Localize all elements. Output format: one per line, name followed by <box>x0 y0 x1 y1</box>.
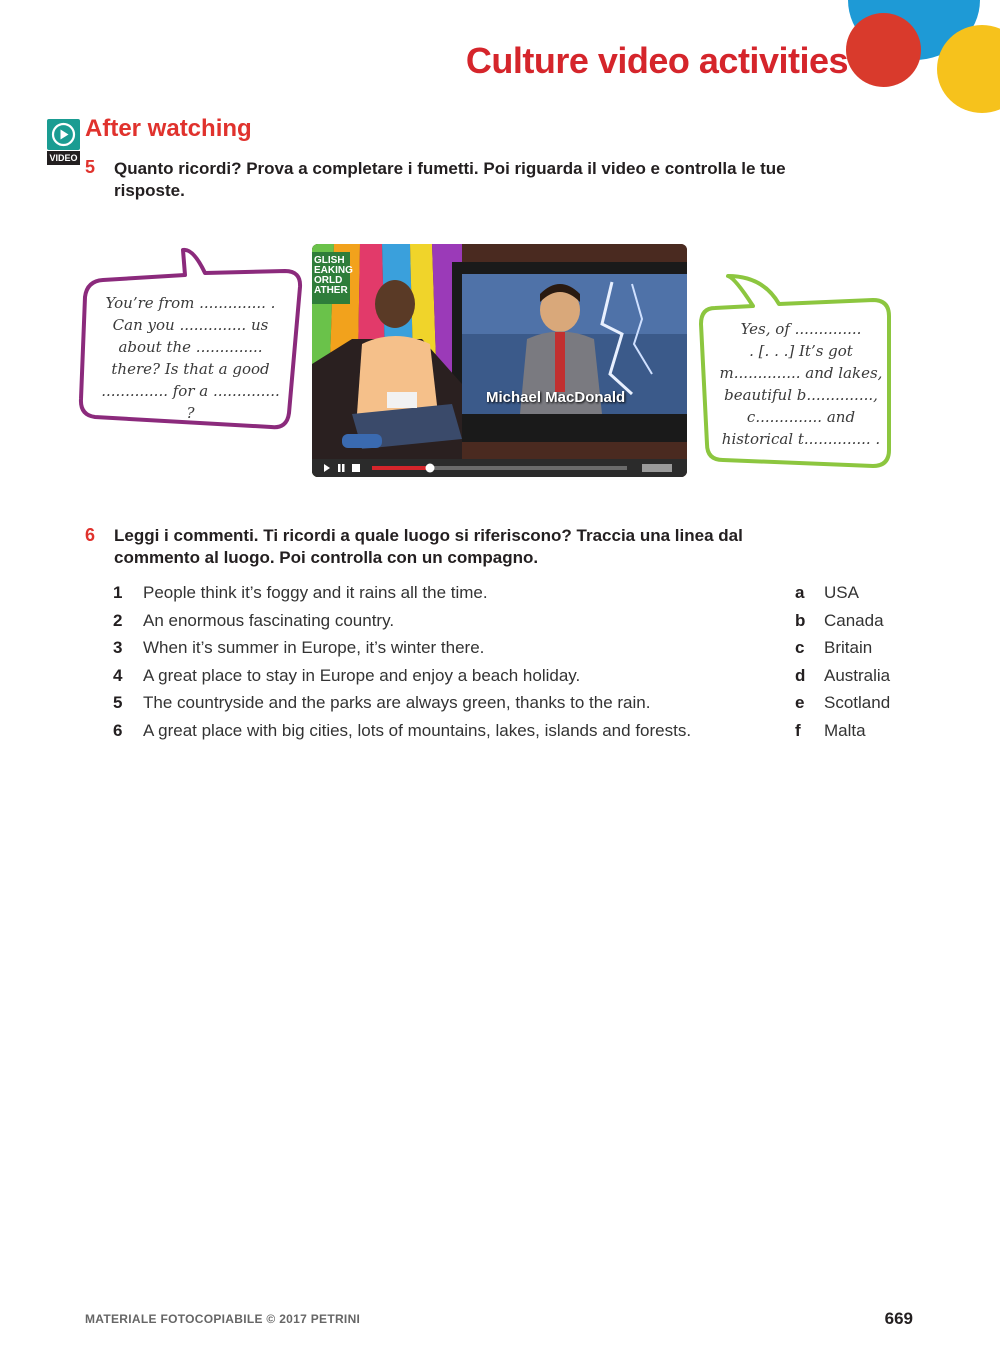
exercise-5-number: 5 <box>85 157 96 177</box>
page-title: Culture video activities <box>465 40 848 81</box>
video-caption: Michael MacDonald <box>486 389 626 406</box>
video-frame <box>312 244 687 477</box>
page-number: 669 <box>884 1309 913 1328</box>
exercise-6-number: 6 <box>85 525 96 545</box>
footer-copyright: MATERIALE FOTOCOPIABILE © 2017 PETRINI <box>85 1312 361 1326</box>
video-tag-label: VIDEO <box>47 151 80 165</box>
left-bubble-text: You’re from .............. . Can you .............. us about the .............. there? Is that a good .............. for a .............. ? <box>101 294 280 422</box>
red-circle-decoration <box>846 13 921 87</box>
right-bubble-text: Yes, of .............. . [. . .] It’s got m.............. and lakes, beautiful b.............., c.............. and historical t.............. . <box>719 320 883 448</box>
video-player[interactable] <box>312 244 687 477</box>
video-logo: GLISH EAKING ORLD ATHER <box>314 255 353 296</box>
section-heading: After watching <box>85 115 252 142</box>
video-play-icon <box>47 119 80 150</box>
exercise-6-instruction: Leggi i commenti. Ti ricordi a quale luogo si riferiscono? Traccia una linea dal commento al luogo. Poi controlla con un compagno. <box>114 526 743 567</box>
exercise-5-instruction: Quanto ricordi? Prova a completare i fumetti. Poi riguarda il video e controlla le tue risposte. <box>114 159 786 200</box>
